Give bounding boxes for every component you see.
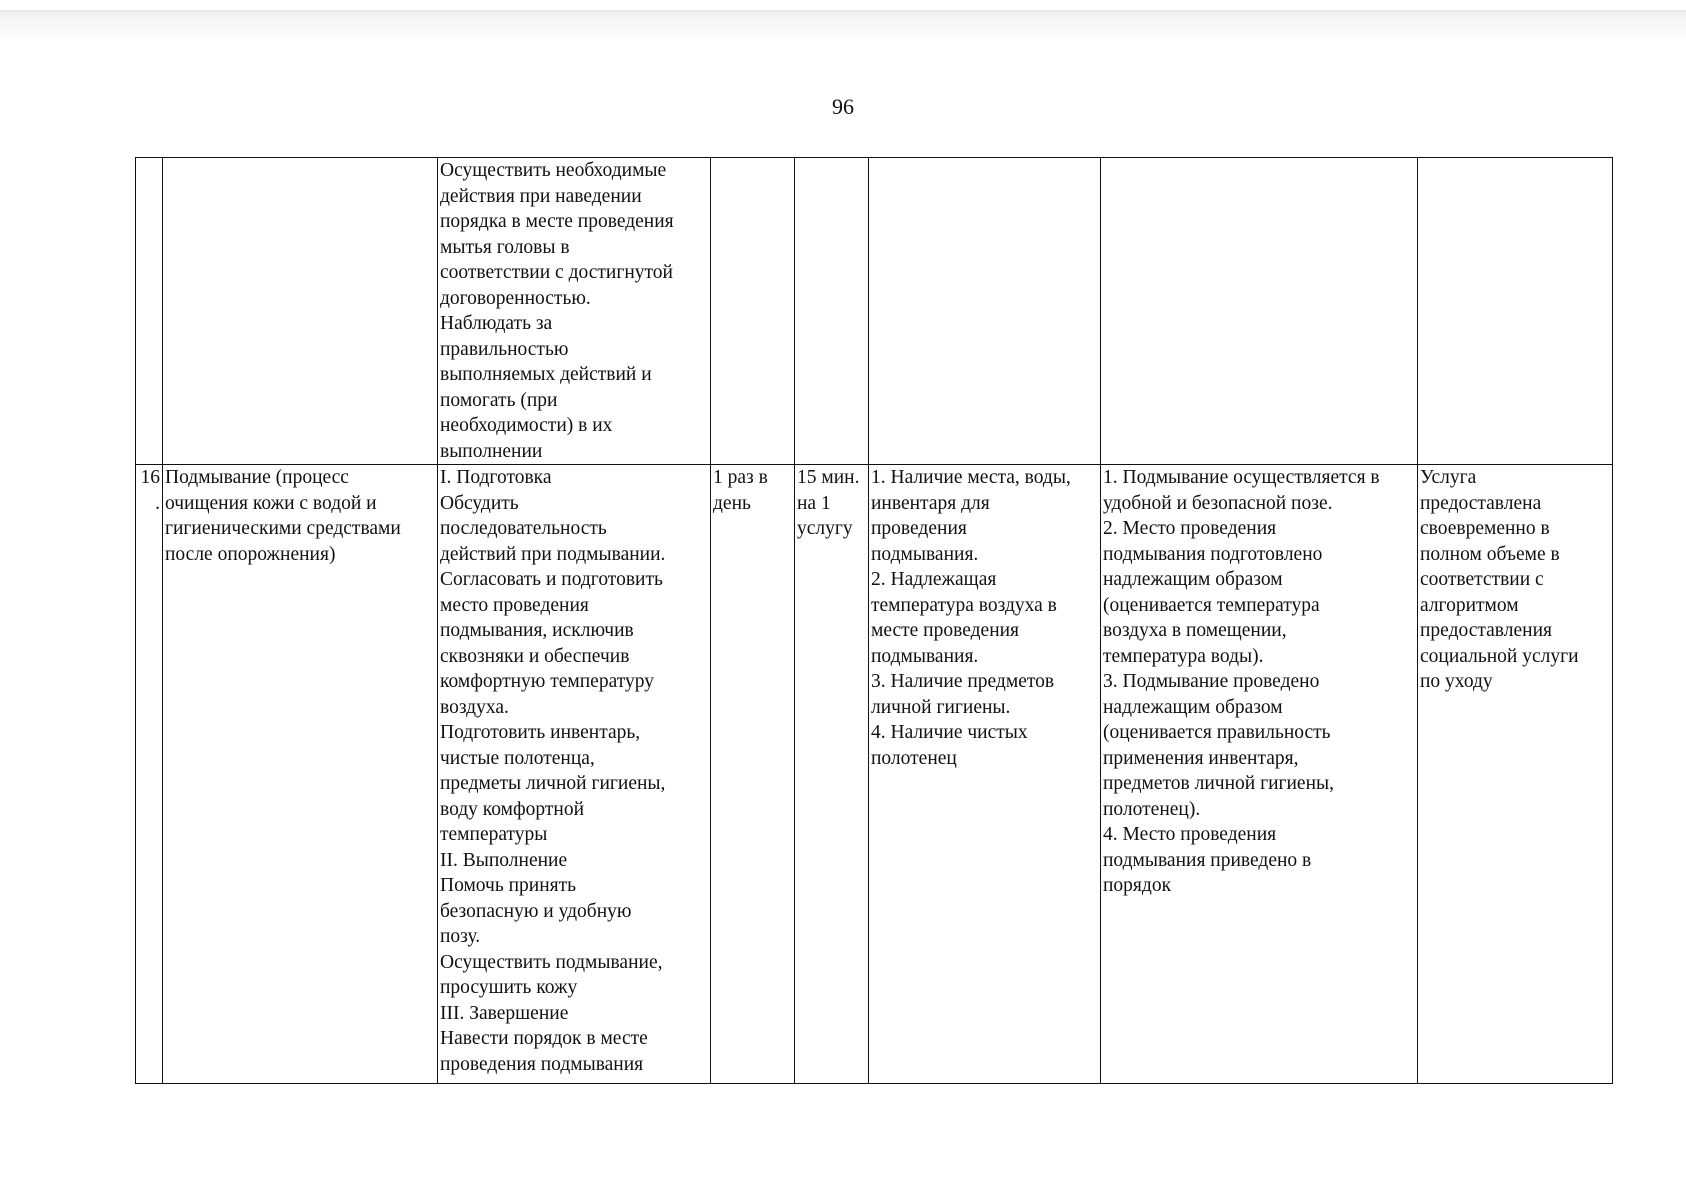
cell-quality-indicators — [1101, 465, 1418, 1084]
cell-text-line: 15 мин. — [797, 467, 860, 488]
cell-text-line: 2. Место проведения — [1103, 518, 1277, 539]
services-table — [135, 157, 1613, 1084]
cell-text-line: Согласовать и подготовить — [440, 569, 663, 590]
cell-text-line: предоставлена — [1420, 492, 1542, 514]
cell-text-line: температуры — [440, 824, 548, 845]
cell-number — [136, 158, 163, 465]
cell-service-name — [163, 465, 438, 1084]
cell-text-line: инвентаря для — [871, 492, 990, 514]
cell-text-line: помогать (при — [440, 389, 558, 411]
cell-text-line: подмывания. — [871, 543, 979, 565]
cell-text-line: Помочь принять — [440, 875, 577, 896]
cell-text-line: мытья головы в — [440, 236, 570, 258]
cell-actions — [438, 465, 711, 1084]
cell-text-line: 4. Место проведения — [1103, 824, 1277, 845]
cell-text-line: чистые полотенца, — [440, 747, 595, 769]
cell-text-line: соответствии с достигнутой — [440, 262, 673, 283]
cell-text-line: своевременно в — [1420, 518, 1550, 539]
cell-text-line: 1 раз в — [713, 467, 768, 488]
cell-text-line: комфортную температуру — [440, 671, 654, 692]
cell-text-line: (оценивается правильность — [1103, 722, 1331, 743]
cell-text-line: III. Завершение — [440, 1002, 569, 1024]
cell-text-line: действия при наведении — [440, 185, 642, 207]
cell-result — [1418, 158, 1613, 465]
cell-text-line: удобной и безопасной позе. — [1103, 492, 1333, 514]
cell-service-name — [163, 158, 438, 465]
cell-text-line: социальной услуги — [1420, 645, 1579, 667]
cell-actions — [438, 158, 711, 465]
cell-text-line: применения инвентаря, — [1103, 747, 1299, 769]
cell-text-line: выполняемых действий и — [440, 364, 652, 385]
cell-quality-indicators — [1101, 158, 1418, 465]
cell-text-line: полном объеме в — [1420, 543, 1560, 565]
cell-text-line: 4. Наличие чистых — [871, 722, 1028, 743]
cell-duration — [795, 158, 869, 465]
cell-text-line: по уходу — [1420, 671, 1493, 692]
cell-text-line: алгоритмом — [1420, 594, 1519, 616]
cell-text-line: проведения — [871, 518, 967, 539]
cell-text-line: полотенец — [871, 747, 957, 769]
cell-conditions — [869, 158, 1101, 465]
cell-conditions — [869, 465, 1101, 1084]
cell-text-line: личной гигиены. — [871, 696, 1011, 718]
cell-text-line: гигиеническими средствами — [165, 518, 401, 539]
cell-text-line: Осуществить необходимые — [440, 160, 667, 181]
cell-text-line: Подмывание (процесс — [165, 467, 349, 488]
cell-text-line: выполнении — [440, 440, 543, 462]
cell-text-line: Навести порядок в месте — [440, 1028, 648, 1049]
cell-text-line: сквозняки и обеспечив — [440, 645, 630, 667]
cell-text-line: Подготовить инвентарь, — [440, 722, 641, 743]
table-row — [136, 158, 1613, 465]
cell-text-line: подмывания приведено в — [1103, 849, 1312, 871]
cell-text-line: проведения подмывания — [440, 1053, 644, 1075]
cell-text-line: Осуществить подмывание, — [440, 951, 663, 973]
cell-text-line: действий при подмывании. — [440, 543, 666, 565]
cell-number: 16. — [136, 465, 163, 1084]
cell-text-line: просушить кожу — [440, 977, 578, 998]
cell-text-line: день — [713, 492, 751, 514]
cell-text-line: очищения кожи с водой и — [165, 492, 377, 514]
cell-text-line: договоренностью. — [440, 287, 591, 309]
cell-text-line: 2. Надлежащая — [871, 569, 997, 590]
cell-text-line: Услуга — [1420, 467, 1477, 488]
cell-text-line: воздуха в помещении, — [1103, 620, 1287, 641]
cell-text-line: предметов личной гигиены, — [1103, 773, 1335, 794]
cell-text-line: подмывания, исключив — [440, 620, 634, 641]
cell-text-line: полотенец). — [1103, 798, 1201, 820]
cell-duration — [795, 465, 869, 1084]
cell-text-line: температура воды). — [1103, 645, 1264, 667]
cell-text-line: предметы личной гигиены, — [440, 773, 666, 794]
cell-result — [1418, 465, 1613, 1084]
cell-text-line: последовательность — [440, 518, 607, 539]
cell-text-line: 1. Подмывание осуществляется в — [1103, 467, 1380, 488]
cell-text-line: Обсудить — [440, 492, 519, 514]
cell-text-line: правильностью — [440, 338, 569, 360]
cell-text-line: Наблюдать за — [440, 313, 553, 334]
cell-frequency — [711, 465, 795, 1084]
cell-text-line: 3. Подмывание проведено — [1103, 671, 1320, 692]
page-number: 96 — [832, 94, 854, 119]
cell-text-line: воду комфортной — [440, 798, 585, 820]
cell-text-line: I. Подготовка — [440, 467, 552, 488]
cell-text-line: подмывания. — [871, 645, 979, 667]
cell-text-line: безопасную и удобную — [440, 900, 632, 922]
cell-text-line: порядка в месте проведения — [440, 211, 674, 232]
cell-text-line: на 1 — [797, 492, 831, 514]
cell-text-line: 1. Наличие места, воды, — [871, 467, 1071, 488]
cell-text-line: необходимости) в их — [440, 415, 613, 436]
cell-text-line: услугу — [797, 518, 853, 539]
cell-text-line: надлежащим образом — [1103, 696, 1283, 718]
cell-text-line: порядок — [1103, 875, 1172, 896]
cell-text-line: предоставления — [1420, 620, 1552, 641]
cell-frequency — [711, 158, 795, 465]
cell-text-line: 3. Наличие предметов — [871, 671, 1055, 692]
scan-edge-shadow — [0, 10, 1686, 42]
cell-text-line: месте проведения — [871, 620, 1020, 641]
cell-text-line: II. Выполнение — [440, 849, 568, 871]
cell-text-line: температура воздуха в — [871, 594, 1057, 616]
cell-text-line: после опорожнения) — [165, 543, 336, 565]
cell-text-line: соответствии с — [1420, 569, 1544, 590]
cell-text-line: надлежащим образом — [1103, 569, 1283, 590]
cell-text-line: подмывания подготовлено — [1103, 543, 1323, 565]
cell-text-line: (оценивается температура — [1103, 594, 1320, 616]
table-row — [136, 465, 1613, 1084]
cell-text-line: место проведения — [440, 594, 589, 616]
cell-text-line: позу. — [440, 926, 481, 947]
cell-text-line: воздуха. — [440, 696, 509, 718]
